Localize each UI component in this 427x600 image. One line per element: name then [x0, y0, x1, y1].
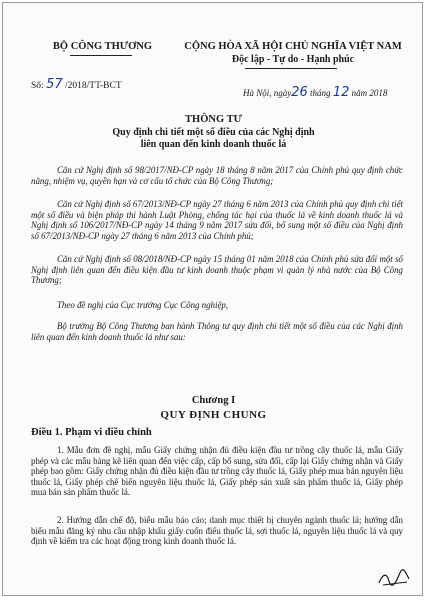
date-prefix: Hà Nội, ngày	[243, 88, 292, 98]
number-suffix: /2018/TT-BCT	[64, 81, 122, 91]
chapter-label: Chương I	[191, 395, 236, 406]
handwritten-number: 57	[46, 77, 63, 92]
month-label: tháng	[310, 88, 331, 98]
ministry-underline	[70, 55, 132, 56]
article-clause: 1. Mẫu đơn đề nghị, mẫu Giấy chứng nhận đủ điều kiện đầu tư trồng cây thuốc lá, mẫu Giấy phép và các mẫu bảng kê liên quan đến việc cấp, cấp bổ sung, sửa đổi, cấp lại Giấy chứng nhận và Giấy phép bao gồm: Giấy chứng nhận đủ điều kiện đầu tư trồng cây thuốc lá, Giấy phép mua bán nguyên liệu thuốc lá, Giấy phép chế biến nguyên liệu thuốc lá, Giấy phép sản xuất sản phẩm thuốc lá, Giấy phép mua bán sản phẩm thuốc lá.	[31, 445, 403, 498]
document-type: THÔNG TƯ	[185, 114, 242, 125]
motto-underline	[245, 68, 337, 69]
preamble-paragraph: Bộ trưởng Bộ Công Thương ban hành Thông tư quy định chi tiết một số điều của các Nghị định liên quan đến kinh doanh thuốc lá như sau:	[31, 321, 403, 342]
document-page	[2, 2, 423, 596]
handwritten-month: 12	[332, 85, 350, 100]
preamble-paragraph: Căn cứ Nghị định số 08/2018/NĐ-CP ngày 15 tháng 01 năm 2018 của Chính phủ sửa đổi một số Nghị định liên quan đến điều kiện đầu tư kinh doanh thuộc phạm vi quản lý nhà nước của Bộ Công Thương;	[31, 254, 403, 286]
chapter-title: QUY ĐỊNH CHUNG	[160, 409, 267, 421]
article-heading: Điều 1. Phạm vi điều chỉnh	[31, 427, 152, 438]
preamble-paragraph: Căn cứ Nghị định số 98/2017/NĐ-CP ngày 18 tháng 8 năm 2017 của Chính phủ quy định chức năng, nhiệm vụ, quyền hạn và cơ cấu tổ chức của Bộ Công Thương;	[31, 165, 403, 186]
issuing-ministry: BỘ CÔNG THƯƠNG	[52, 41, 153, 52]
document-title-line-2: liên quan đến kinh doanh thuốc lá	[140, 139, 287, 150]
document-title-line-1: Quy định chi tiết một số điều của các Nghị định	[112, 127, 315, 138]
issue-date	[243, 85, 387, 100]
national-title: CỘNG HÒA XÃ HỘI CHỦ NGHĨA VIỆT NAM	[184, 41, 402, 52]
number-prefix: Số:	[31, 81, 44, 91]
preamble-paragraph: Theo đề nghị của Cục trưởng Cục Công nghiệp,	[57, 300, 229, 310]
year-label: năm 2018	[351, 88, 388, 98]
national-motto: Độc lập - Tự do - Hạnh phúc	[231, 54, 355, 65]
article-clause: 2. Hướng dẫn chế độ, biểu mẫu báo cáo; danh mục thiết bị chuyên ngành thuốc lá; hướng dẫn biểu mẫu đăng ký nhu cầu nhập khẩu giấy cuốn điếu thuốc lá, sợi thuốc lá, nguyên liệu thuốc lá và quy định về kiểm tra các hoạt động trong kinh doanh thuốc lá.	[31, 515, 403, 547]
signature-mark	[377, 569, 411, 587]
preamble-paragraph: Căn cứ Nghị định số 67/2013/NĐ-CP ngày 27 tháng 6 năm 2013 của Chính phủ quy định chi tiết một số điều và biện pháp thi hành Luật Phòng, chống tác hại của thuốc lá về kinh doanh thuốc lá và Nghị định số 106/2017/NĐ-CP ngày 14 tháng 9 năm 2017 sửa đổi, bổ sung một số điều của Nghị định số 67/2013/NĐ-CP ngày 27 tháng 6 năm 2013 của Chính phủ;	[31, 199, 403, 241]
document-number	[31, 77, 122, 92]
handwritten-day: 26	[291, 85, 308, 100]
